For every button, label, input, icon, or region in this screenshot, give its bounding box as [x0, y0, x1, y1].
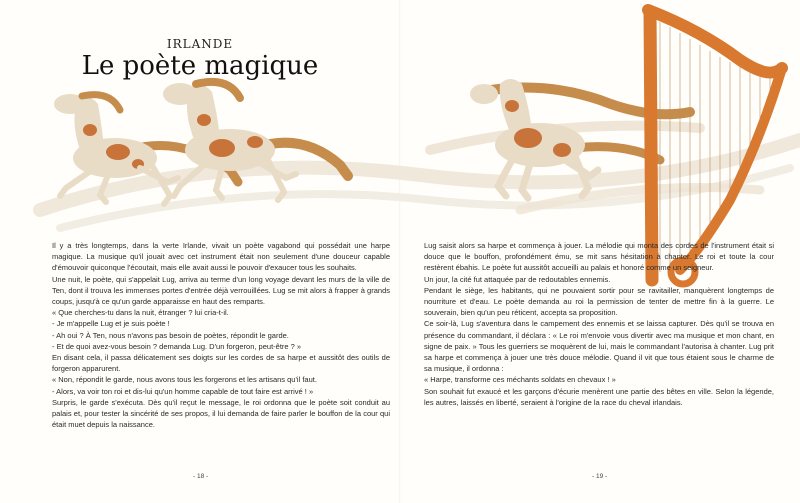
paragraph: « Harpe, transforme ces méchants soldats en chevaux ! » [424, 375, 616, 385]
chapter-country: IRLANDE [166, 37, 234, 51]
page-title: Le poète magique [81, 51, 319, 81]
paragraph: - Ah oui ? À Ten, nous n'avons pas besoin de poètes, répondit le garde. [52, 330, 289, 340]
paragraph: « Que cherches-tu dans la nuit, étranger ? lui cria-t-il. [52, 308, 229, 318]
paragraph: « Non, répondit le garde, nous avons tous les forgerons et les artisans qu'il faut. [52, 375, 317, 385]
paragraph: Lug saisit alors sa harpe et commença à jouer. La mélodie qui monta des cordes de l'instrument était si douce que le bouffon, profondément ému, se mit sans hésitation à chanter. Le roi et toute la cour restèrent ébahis. Le poète fut aussitôt accueilli au palais et honoré comme un seigneur. [424, 241, 774, 273]
page-number-left: - 18 - [193, 473, 209, 480]
paragraph: - Alors, va voir ton roi et dis-lui qu'un homme capable de tout faire est arrivé ! » [52, 386, 314, 396]
paragraph: Pendant le siège, les habitants, qui ne pouvaient sortir pour se ravitailler, manquèrent longtemps de nourriture et d'eau. Le poète demanda au roi la permission de tenter de mettre fin à la guerre. Le souverain, bien qu'un peu réticent, accepta sa proposition. [424, 285, 774, 318]
paragraph: Une nuit, le poète, qui s'appelait Lug, arriva au terme d'un long voyage devant les murs de la ville de Ten, dont il trouva les immenses portes d'entrée déjà verrouillées. Lug se mit alors à frapper à grands coups, jusqu'à ce qu'un garde apparaisse en haut des remparts. [52, 274, 390, 307]
horse-left-2 [163, 82, 348, 200]
paragraph: Surpris, le garde s'exécuta. Dès qu'il reçut le message, le roi ordonna que le poète soit conduit au palais et, pour tester la sincérité de ses propos, il lui demanda de faire parler le bouffon de la cour qui était muet depuis la naissance. [52, 397, 390, 430]
paragraph: En disant cela, il passa délicatement ses doigts sur les cordes de sa harpe et aussitôt des outils de forgeron apparurent. [52, 353, 390, 374]
paragraph: - Et de quoi avez-vous besoin ? demanda Lug. D'un forgeron, peut-être ? » [52, 341, 302, 351]
left-page-text [52, 240, 390, 430]
paragraph: Ce soir-là, Lug s'aventura dans le campement des ennemis et se laissa capturer. Dès qu'il se trouva en présence du commandant, il déclara : « Le roi m'envoie vous divertir avec ma musique et mon chant, en signe de paix. » Tous les guerriers se moquèrent de lui, mais le commandant l'autorisa à chanter. Lug prit sa harpe et commença à jouer une très douce mélodie. Quand il vit que tous étaient sous le charme de sa musique, il ordonna : [424, 319, 774, 374]
paragraph: Il y a très longtemps, dans la verte Irlande, vivait un poète vagabond qui possédait une harpe magique. La musique qu'il jouait avec cet instrument était non seulement d'une douceur capable d'émouvoir quiconque l'écoutait, mais elle avait aussi le pouvoir d'exaucer tous les souhaits. [52, 241, 390, 273]
right-page-text [424, 240, 774, 408]
page-number-right: - 19 - [592, 473, 608, 480]
paragraph: Son souhait fut exaucé et les garçons d'écurie menèrent une partie des bêtes en ville. Selon la légende, les autres, laissés en liberté, seraient à l'origine de la race du cheval irlandais. [424, 386, 774, 407]
paragraph: Un jour, la cité fut attaquée par de redoutables ennemis. [424, 274, 611, 284]
paragraph: - Je m'appelle Lug et je suis poète ! [52, 319, 170, 329]
